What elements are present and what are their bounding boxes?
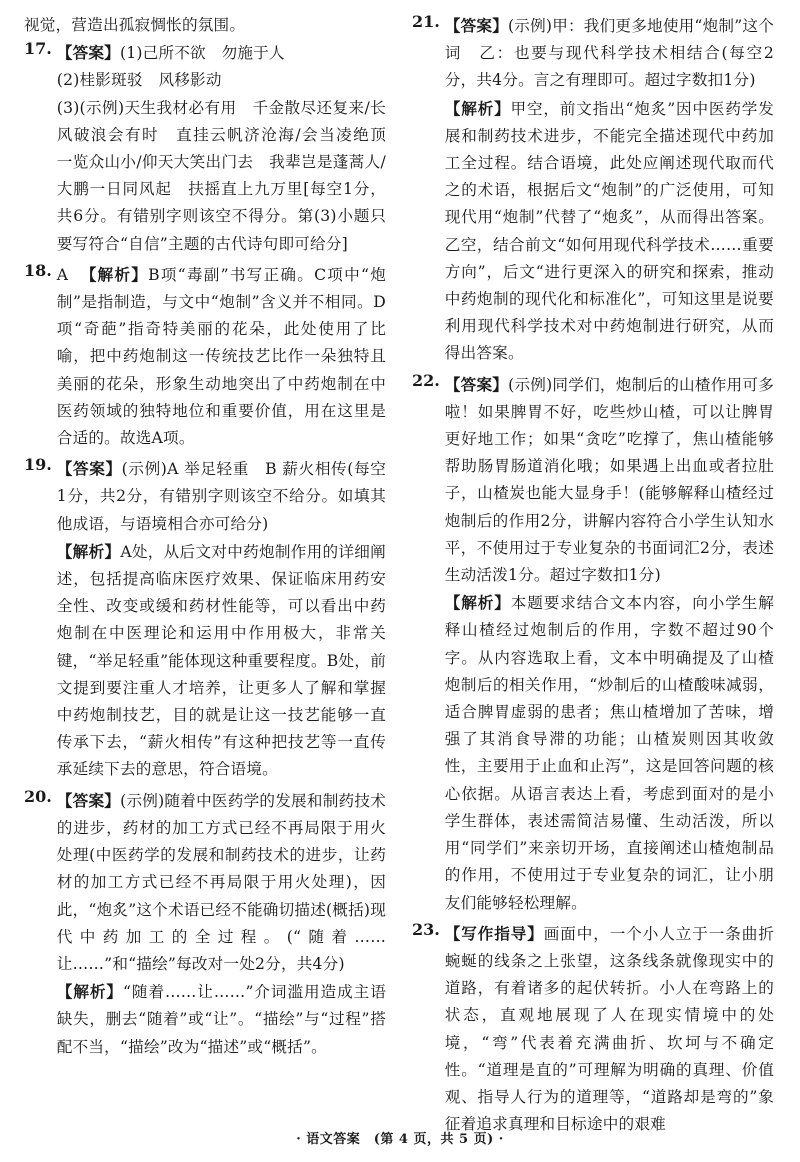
question-number: 22. — [412, 370, 440, 390]
answer-text: (示例)A 举足轻重 B 薪火相传(每空1分，共2分，有错别字则该空不给分。如填其他成语，与语境相合亦可给分) — [56, 460, 386, 533]
question-number: 17. — [24, 39, 52, 59]
analysis-tag: 【解析】 — [80, 264, 149, 284]
answer-line-2: (2)桂影斑驳 风移影动 — [56, 71, 222, 90]
question-23 — [412, 920, 774, 1139]
analysis-tag: 【解析】 — [56, 541, 121, 561]
analysis-text: 甲空，前文指出“炮炙”因中医药学发展和制药技术进步，不能完全描述现代中药加工全过程。结合语境，此处应阐述现代取而代之的术语，根据后文“炮制”的广泛使用，可知现代用“炮制”代替了“炮炙”，从而得出答案。乙空，结合前文“如何用现代科学技术……重要方向”，后文“进行更深入的研究和探索，推动中药炮制的现代化和标准化”，可知这里是说要利用现代科学技术对中药炮制进行研究，从而得出答案。 — [444, 99, 774, 363]
writing-guide-tag: 【写作指导】 — [444, 923, 544, 943]
analysis-text: A处，从后文对中药炮制作用的详细阐述，包括提高临床医疗效果、保证临床用药安全性、改变或缓和药材性能等，可以看出中药炮制在中医理论和运用中作用极大，非常关键，“举足轻重”能体现这种重要程度。B处，前文提到要注重人才培养，让更多人了解和掌握中药炮制技艺，目的就是让这一技艺能够一直传承下去，“薪火相传”有这种把技艺等一直传承延续下去的意思，符合语境。 — [56, 542, 386, 779]
question-number: 23. — [412, 919, 440, 939]
answer-tag: 【答案】 — [444, 16, 509, 35]
answer-text: (示例)随着中医药学的发展和制药技术的进步，药材的加工方式已经不再局限于用火处理(中医药学的发展和制药技术的进步，让药材的加工方式已经不再局限于用火处理)，因此，“炮炙”这个术语已经不能确切描述(概括)现代中药加工的全过程。(“随着……让……”和“描绘”每改对一处2分，共4分) — [56, 791, 386, 973]
question-18 — [24, 261, 386, 452]
analysis-text: 本题要求结合文本内容，向小学生解释山楂经过炮制后的作用，字数不超过90个字。从内容选取上看，文本中明确提及了山楂炮制后的相关作用，“炒制后的山楂酸味减弱，适合脾胃虚弱的患者；焦山楂增加了苦味，增强了其消食导滞的功能；山楂炭则因其收敛性，主要用于止血和止泻”，这是回答问题的核心依据。从语言表达上看，考虑到面对的是小学生群体，表述需简洁易懂、生动活泼，所以用“同学们”来亲切开场，直接阐述山楂炮制品的作用，不使用过于专业复杂的词汇，让小朋友们能够轻松理解。 — [444, 594, 774, 912]
answer-tag: 【答案】 — [56, 790, 121, 810]
intro-text: 视觉，营造出孤寂惆怅的氛围。 — [24, 16, 246, 34]
answer-choice: A — [56, 265, 69, 284]
question-number: 18. — [24, 260, 52, 280]
page-footer: · 语文答案 (第 4 页，共 5 页) · — [296, 1132, 504, 1147]
question-21 — [412, 12, 774, 368]
answer-tag: 【答案】 — [56, 43, 120, 63]
left-column — [24, 12, 402, 1061]
question-22 — [412, 371, 774, 917]
answer-tag: 【答案】 — [56, 459, 122, 479]
question-19 — [24, 455, 386, 783]
question-20 — [24, 787, 386, 1061]
question-number: 21. — [412, 12, 440, 31]
answer-line-1: (1)己所不欲 勿施于人 — [119, 44, 285, 63]
answer-text: (示例)甲：我们更多地使用“炮制”这个词 乙：也要与现代科学技术相结合(每空2分，共4分。言之有理即可。超过字数扣1分) — [444, 17, 774, 90]
writing-guide-text: 画面中，一个小人立于一条曲折蜿蜒的线条之上张望，这条线条就像现实中的道路，有着诸多的起伏转折。小人在弯路上的状态，直观地展现了人在现实情境中的处境，“弯”代表着充满曲折、坎坷与不确定性。“道理是直的”可理解为明确的真理、价值观、指导人行为的道理等，“道路却是弯的”象征着追求真理和目标途中的艰难 — [444, 924, 774, 1134]
answer-tag: 【答案】 — [444, 374, 509, 394]
analysis-text: “随着……让……”介词滥用造成主语缺失，删去“随着”或“让”。“描绘”与“过程”搭配不当，“描绘”改为“描述”或“概括”。 — [56, 983, 386, 1056]
question-number: 20. — [24, 786, 52, 806]
analysis-tag: 【解析】 — [444, 593, 511, 613]
analysis-tag: 【解析】 — [444, 98, 511, 118]
analysis-tag: 【解析】 — [56, 982, 123, 1002]
answer-text: (示例)同学们，炮制后的山楂作用可多啦！如果脾胃不好，吃些炒山楂，可以让脾胃更好地工作；如果“贪吃”吃撑了，焦山楂能够帮助肠胃肠道消化哦；如果遇上出血或者拉肚子，山楂炭也能大显身手！(能够解释山楂经过炮制后的作用2分，讲解内容符合小学生认知水平，不使用过于专业复杂的书面词汇2分，表述生动活泼1分。超过字数扣1分) — [444, 375, 774, 585]
analysis-text: B项“毒副”书写正确。C项中“炮制”是指制造，与文中“炮制”含义并不相同。D项“奇葩”指奇特美丽的花朵，此处使用了比喻，把中药炮制这一传统技艺比作一朵独特且美丽的花朵，形象生动地突出了中药炮制在中医药领域的独特地位和重要价值，用在这里是合适的。故选A项。 — [56, 265, 386, 448]
answer-line-3: (3)(示例)天生我材必有用 千金散尽还复来/长风破浪会有时 直挂云帆济沧海/会当凌绝顶 一览众山小/仰天大笑出门去 我辈岂是蓬蒿人/大鹏一日同风起 扶摇直上九万里[每空1分，共6分。有错别字则该空不得分。第(3)小题只要写符合“自信”主题的古代诗句即可给分] — [56, 98, 402, 253]
question-17 — [24, 39, 402, 258]
right-column — [412, 12, 774, 1138]
question-number: 19. — [24, 455, 52, 475]
